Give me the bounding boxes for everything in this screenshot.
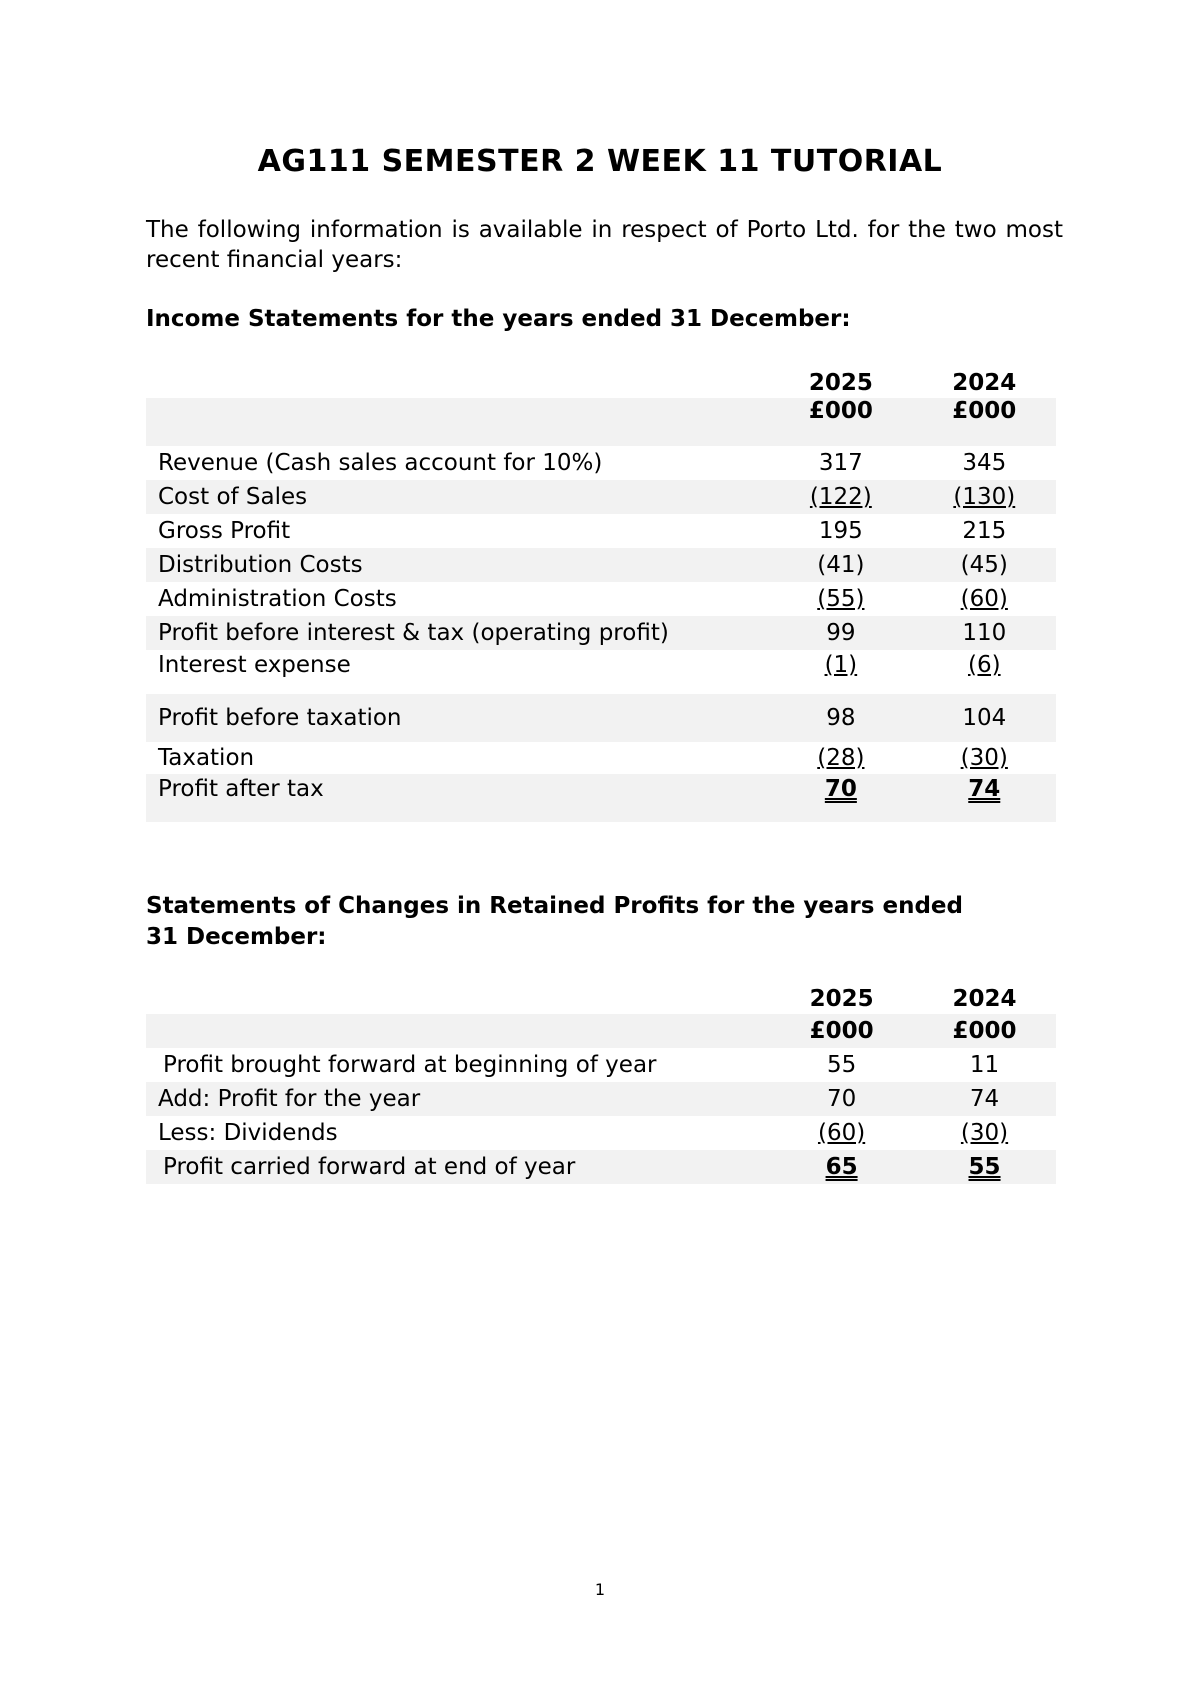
header-blank bbox=[146, 398, 769, 446]
value-2025: 195 bbox=[818, 518, 863, 544]
table-row bbox=[146, 774, 1056, 822]
table-row bbox=[146, 1116, 1056, 1150]
page-number: 1 bbox=[594, 1580, 606, 1599]
header-blank bbox=[146, 368, 769, 398]
row-label: Administration Costs bbox=[158, 586, 397, 612]
row-label: Profit brought forward at beginning of year bbox=[163, 1052, 657, 1078]
retained-profits-heading-line1: Statements of Changes in Retained Profits for the years ended bbox=[146, 893, 963, 919]
table-row bbox=[146, 650, 1056, 694]
value-2025: 317 bbox=[818, 450, 863, 476]
table-row bbox=[146, 446, 1056, 480]
unit-header-row bbox=[146, 398, 1056, 446]
table-row bbox=[146, 616, 1056, 650]
value-2024: (30) bbox=[960, 745, 1008, 771]
value-2024: 74 bbox=[968, 776, 1001, 802]
table-row bbox=[146, 548, 1056, 582]
value-2025: 70 bbox=[824, 776, 857, 802]
row-label: Profit after tax bbox=[146, 774, 769, 822]
row-label: Profit carried forward at end of year bbox=[146, 1150, 770, 1184]
row-label: Less: Dividends bbox=[158, 1120, 338, 1146]
row-label: Add: Profit for the year bbox=[146, 1082, 770, 1116]
year-2025-header: 2025 bbox=[809, 986, 874, 1012]
value-2025: 70 bbox=[770, 1082, 913, 1116]
value-2025: (122) bbox=[809, 484, 872, 510]
table-row bbox=[146, 1082, 1056, 1116]
retained-profits-heading bbox=[146, 891, 1063, 953]
value-2024: (60) bbox=[960, 586, 1008, 612]
row-label: Revenue (Cash sales account for 10%) bbox=[158, 450, 603, 476]
retained-profits-heading-line2: 31 December: bbox=[146, 924, 327, 950]
value-2025: (60) bbox=[817, 1120, 866, 1146]
unit-2025-header: £000 bbox=[769, 398, 912, 446]
value-2025: 65 bbox=[825, 1154, 858, 1180]
unit-2024-header: £000 bbox=[913, 398, 1056, 446]
value-2024: (130) bbox=[953, 484, 1016, 510]
value-2024: 110 bbox=[913, 616, 1056, 650]
value-2025: 99 bbox=[769, 616, 912, 650]
table-row bbox=[146, 1048, 1056, 1082]
row-label: Profit before interest & tax (operating profit) bbox=[146, 616, 769, 650]
income-statement-heading: Income Statements for the years ended 31 December: bbox=[146, 306, 851, 332]
page-title: AG111 SEMESTER 2 WEEK 11 TUTORIAL bbox=[257, 144, 943, 179]
value-2025: (55) bbox=[817, 586, 865, 612]
row-label: Profit before taxation bbox=[146, 694, 769, 742]
year-2025-header: 2025 bbox=[808, 370, 873, 396]
income-statement-table bbox=[146, 368, 1056, 822]
year-header-row bbox=[146, 984, 1056, 1014]
year-2024-header: 2024 bbox=[952, 986, 1017, 1012]
value-2024: 345 bbox=[962, 450, 1007, 476]
value-2024: (6) bbox=[967, 652, 1001, 678]
table-row bbox=[146, 694, 1056, 742]
retained-profits-table bbox=[146, 984, 1056, 1184]
year-2024-header: 2024 bbox=[952, 370, 1017, 396]
value-2025: (1) bbox=[824, 652, 858, 678]
unit-header-row bbox=[146, 1014, 1056, 1048]
unit-2025-header: £000 bbox=[770, 1014, 913, 1048]
value-2025: 98 bbox=[769, 694, 912, 742]
value-2025: (41) bbox=[769, 548, 912, 582]
row-label: Interest expense bbox=[158, 652, 351, 678]
value-2024: 11 bbox=[969, 1052, 1000, 1078]
row-label: Taxation bbox=[158, 745, 255, 771]
row-label: Gross Profit bbox=[158, 518, 291, 544]
table-row bbox=[146, 582, 1056, 616]
table-row bbox=[146, 514, 1056, 548]
value-2024: 215 bbox=[962, 518, 1007, 544]
value-2024: 74 bbox=[913, 1082, 1056, 1116]
intro-paragraph: The following information is available in respect of Porto Ltd. for the two most recent financial years: bbox=[146, 217, 1063, 273]
row-label: Distribution Costs bbox=[146, 548, 769, 582]
header-blank bbox=[146, 984, 770, 1014]
row-label: Cost of Sales bbox=[146, 480, 769, 514]
value-2025: (28) bbox=[817, 745, 865, 771]
value-2024: (45) bbox=[913, 548, 1056, 582]
table-row bbox=[146, 480, 1056, 514]
table-row bbox=[146, 1150, 1056, 1184]
header-blank bbox=[146, 1014, 770, 1048]
value-2024: 104 bbox=[913, 694, 1056, 742]
value-2024: 55 bbox=[968, 1154, 1001, 1180]
unit-2024-header: £000 bbox=[913, 1014, 1056, 1048]
value-2025: 55 bbox=[826, 1052, 857, 1078]
year-header-row bbox=[146, 368, 1056, 398]
table-row bbox=[146, 742, 1056, 774]
value-2024: (30) bbox=[960, 1120, 1009, 1146]
